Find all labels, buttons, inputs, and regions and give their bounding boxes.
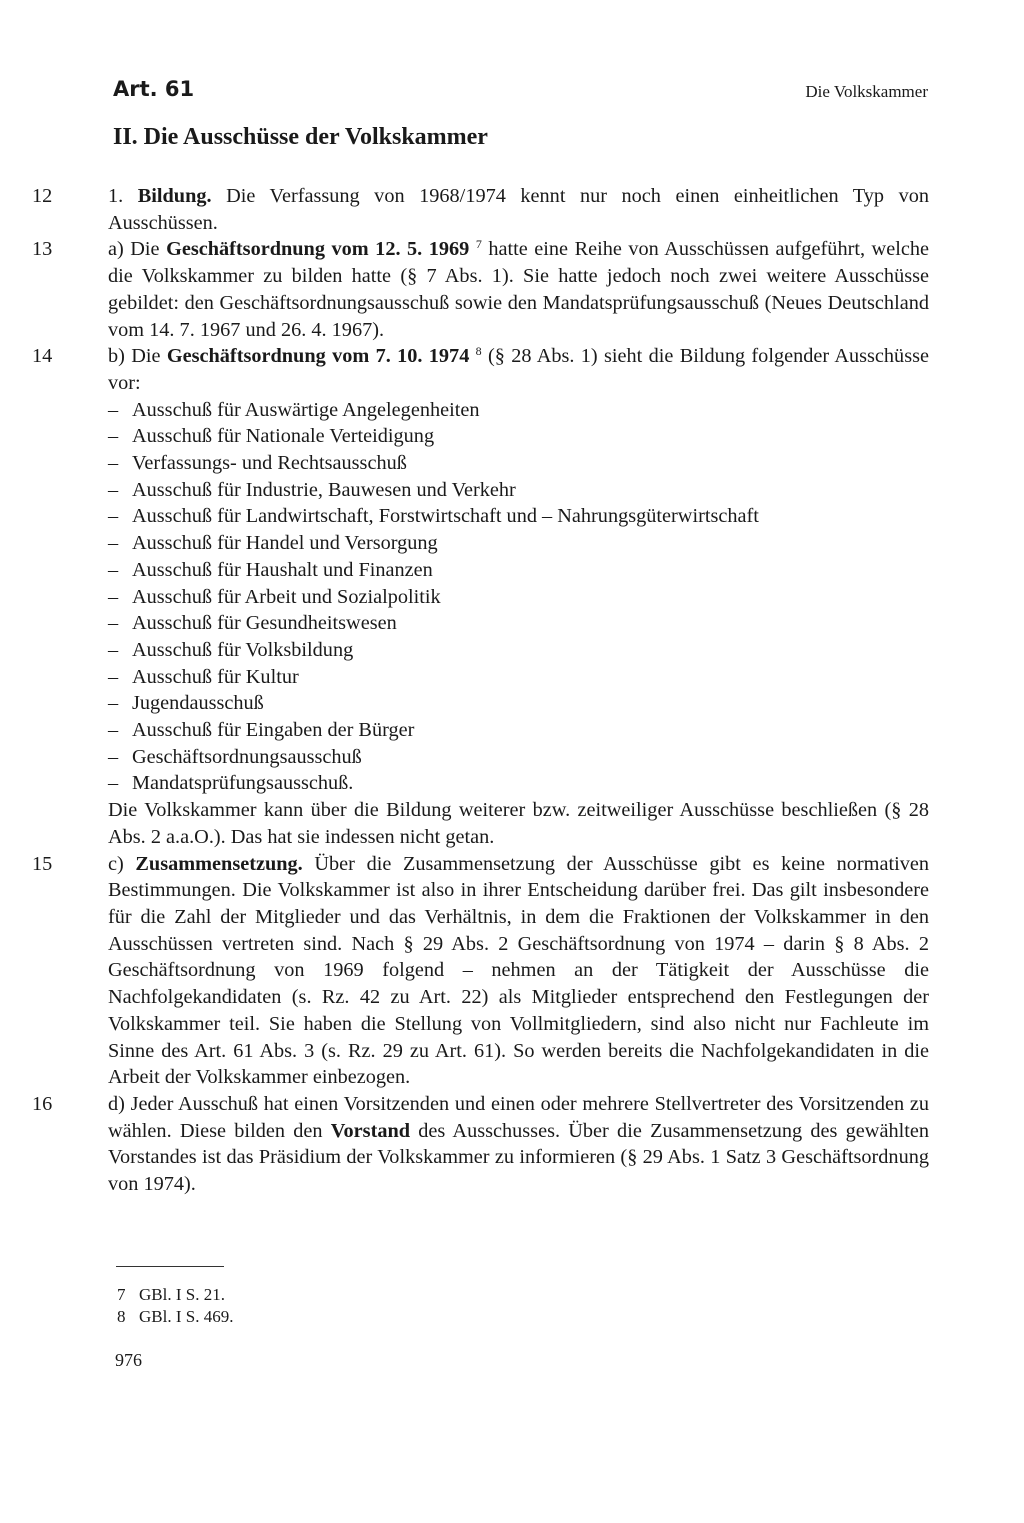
list-item: – Ausschuß für Haushalt und Finanzen — [108, 557, 929, 584]
list-item: – Ausschuß für Industrie, Bauwesen und Verkehr — [108, 477, 929, 504]
list-item: – Ausschuß für Arbeit und Sozialpolitik — [108, 584, 929, 611]
body-text — [32, 183, 930, 1198]
footnote-text: GBl. I S. 469. — [139, 1307, 234, 1326]
footnote — [117, 1306, 233, 1328]
footnote-number: 8 — [117, 1307, 126, 1326]
paragraph-text: Die Volkskammer kann über die Bildung weiterer bzw. zeitweiliger Ausschüsse beschließen (§ 28 Abs. 2 a.a.O.). Das hat sie indessen nicht getan. — [108, 799, 929, 848]
bold-term: Zusammensetzung. — [135, 852, 303, 875]
bold-term: Geschäftsordnung vom 12. 5. 1969 — [166, 238, 470, 261]
committee-list — [108, 397, 929, 798]
paragraph-lead: 1. — [108, 185, 138, 207]
margin-number: 14 — [32, 345, 53, 368]
list-item: – Ausschuß für Auswärtige Angelegenheiten — [108, 397, 929, 424]
list-item: – Ausschuß für Nationale Verteidigung — [108, 423, 929, 450]
paragraph-text: (§ 28 Abs. 1) sieht die Bildung folgender Ausschüsse vor: — [108, 345, 929, 394]
paragraph-16 — [32, 1091, 929, 1198]
paragraph-14-continuation — [108, 797, 929, 850]
list-item: – Verfassungs- und Rechtsausschuß — [108, 450, 929, 477]
margin-number: 15 — [32, 852, 53, 875]
paragraph-13 — [32, 236, 929, 343]
list-item: – Geschäftsordnungsausschuß — [108, 744, 929, 771]
paragraph-lead: c) — [108, 852, 136, 875]
footnote-text: GBl. I S. 21. — [139, 1285, 225, 1304]
running-title: Die Volkskammer — [805, 82, 928, 101]
list-item: – Ausschuß für Volksbildung — [108, 637, 929, 664]
list-item: – Ausschuß für Kultur — [108, 664, 929, 691]
list-item: – Jugendausschuß — [108, 690, 929, 717]
paragraph-text: Die Verfassung von 1968/1974 kennt nur noch einen einheitlichen Typ von Ausschüssen. — [108, 185, 929, 234]
bold-term: Vorstand — [330, 1119, 411, 1142]
footnotes — [117, 1284, 233, 1328]
footnote-number: 7 — [117, 1285, 126, 1304]
paragraph-15 — [32, 851, 930, 1091]
list-item: – Ausschuß für Handel und Versorgung — [108, 530, 929, 557]
paragraph-text: des Ausschusses. Über die Zusammensetzung des gewählten Vorstandes ist das Präsidium der Volkskammer zu informieren (§ 29 Abs. 1 Satz 3 Geschäftsordnung von 1974). — [108, 1119, 929, 1196]
list-item: – Mandatsprüfungsausschuß. — [108, 770, 929, 797]
margin-number: 12 — [32, 185, 53, 207]
bold-term: Geschäftsordnung vom 7. 10. 1974 — [166, 345, 470, 368]
footnote-ref[interactable]: 7 — [475, 237, 482, 252]
paragraph-12 — [32, 183, 929, 236]
list-item: – Ausschuß für Landwirtschaft, Forstwirtschaft und – Nahrungsgüterwirtschaft — [108, 503, 929, 530]
page-number: 976 — [115, 1350, 142, 1370]
paragraph-14 — [32, 343, 929, 396]
paragraph-text: hatte eine Reihe von Ausschüssen aufgeführt, welche die Volkskammer zu bilden hatte (§ 7 Abs. 1). Sie hatte jedoch noch zwei weitere Ausschüsse gebildet: den Geschäftsordnungsausschuß sowie den Mandatsprüfungsausschuß (Neues Deutschland vom 14. 7. 1967 und 26. 4. 1967). — [108, 238, 929, 341]
paragraph-lead: b) Die — [108, 345, 167, 368]
paragraph-lead: a) Die — [108, 238, 167, 261]
bold-term: Bildung. — [137, 185, 212, 207]
margin-number: 16 — [32, 1092, 53, 1115]
footnote-divider — [116, 1266, 224, 1267]
paragraph-lead: d) Jeder Ausschuß hat einen Vorsitzenden und einen oder mehrere Stellvertreter des Vorsitzenden zu wählen. Diese bilden den — [108, 1092, 929, 1142]
section-heading: II. Die Ausschüsse der Volkskammer — [113, 124, 488, 150]
list-item: – Ausschuß für Eingaben der Bürger — [108, 717, 929, 744]
footnote — [117, 1284, 233, 1306]
list-item: – Ausschuß für Gesundheitswesen — [108, 610, 929, 637]
paragraph-text: Über die Zusammensetzung der Ausschüsse gibt es keine normativen Bestimmungen. Die Volkskammer ist also in ihrer Entscheidung darüber frei. Das gilt insbesondere für die Zahl der Mitglieder und das Verhältnis, in dem die Fraktionen der Volkskammer in den Ausschüssen vertreten sind. Nach § 29 Abs. 2 Geschäftsordnung von 1974 – darin § 8 Abs. 2 Geschäftsordnung von 1969 folgend – nehmen an der Tätigkeit der Ausschüsse die Nachfolgekandidaten (s. Rz. 42 zu Art. 22) als Mitglieder entsprechend den Festlegungen der Volkskammer teil. Sie haben die Stellung von Vollmitgliedern, sind also nicht nur Fachleute im Sinne des Art. 61 Abs. 3 (s. Rz. 29 zu Art. 61). So werden bereits die Nachfolgekandidaten in die Arbeit der Volkskammer einbezogen. — [108, 852, 930, 1089]
footnote-ref[interactable]: 8 — [475, 344, 482, 359]
article-number: Art. 61 — [113, 77, 195, 101]
margin-number: 13 — [32, 238, 53, 261]
